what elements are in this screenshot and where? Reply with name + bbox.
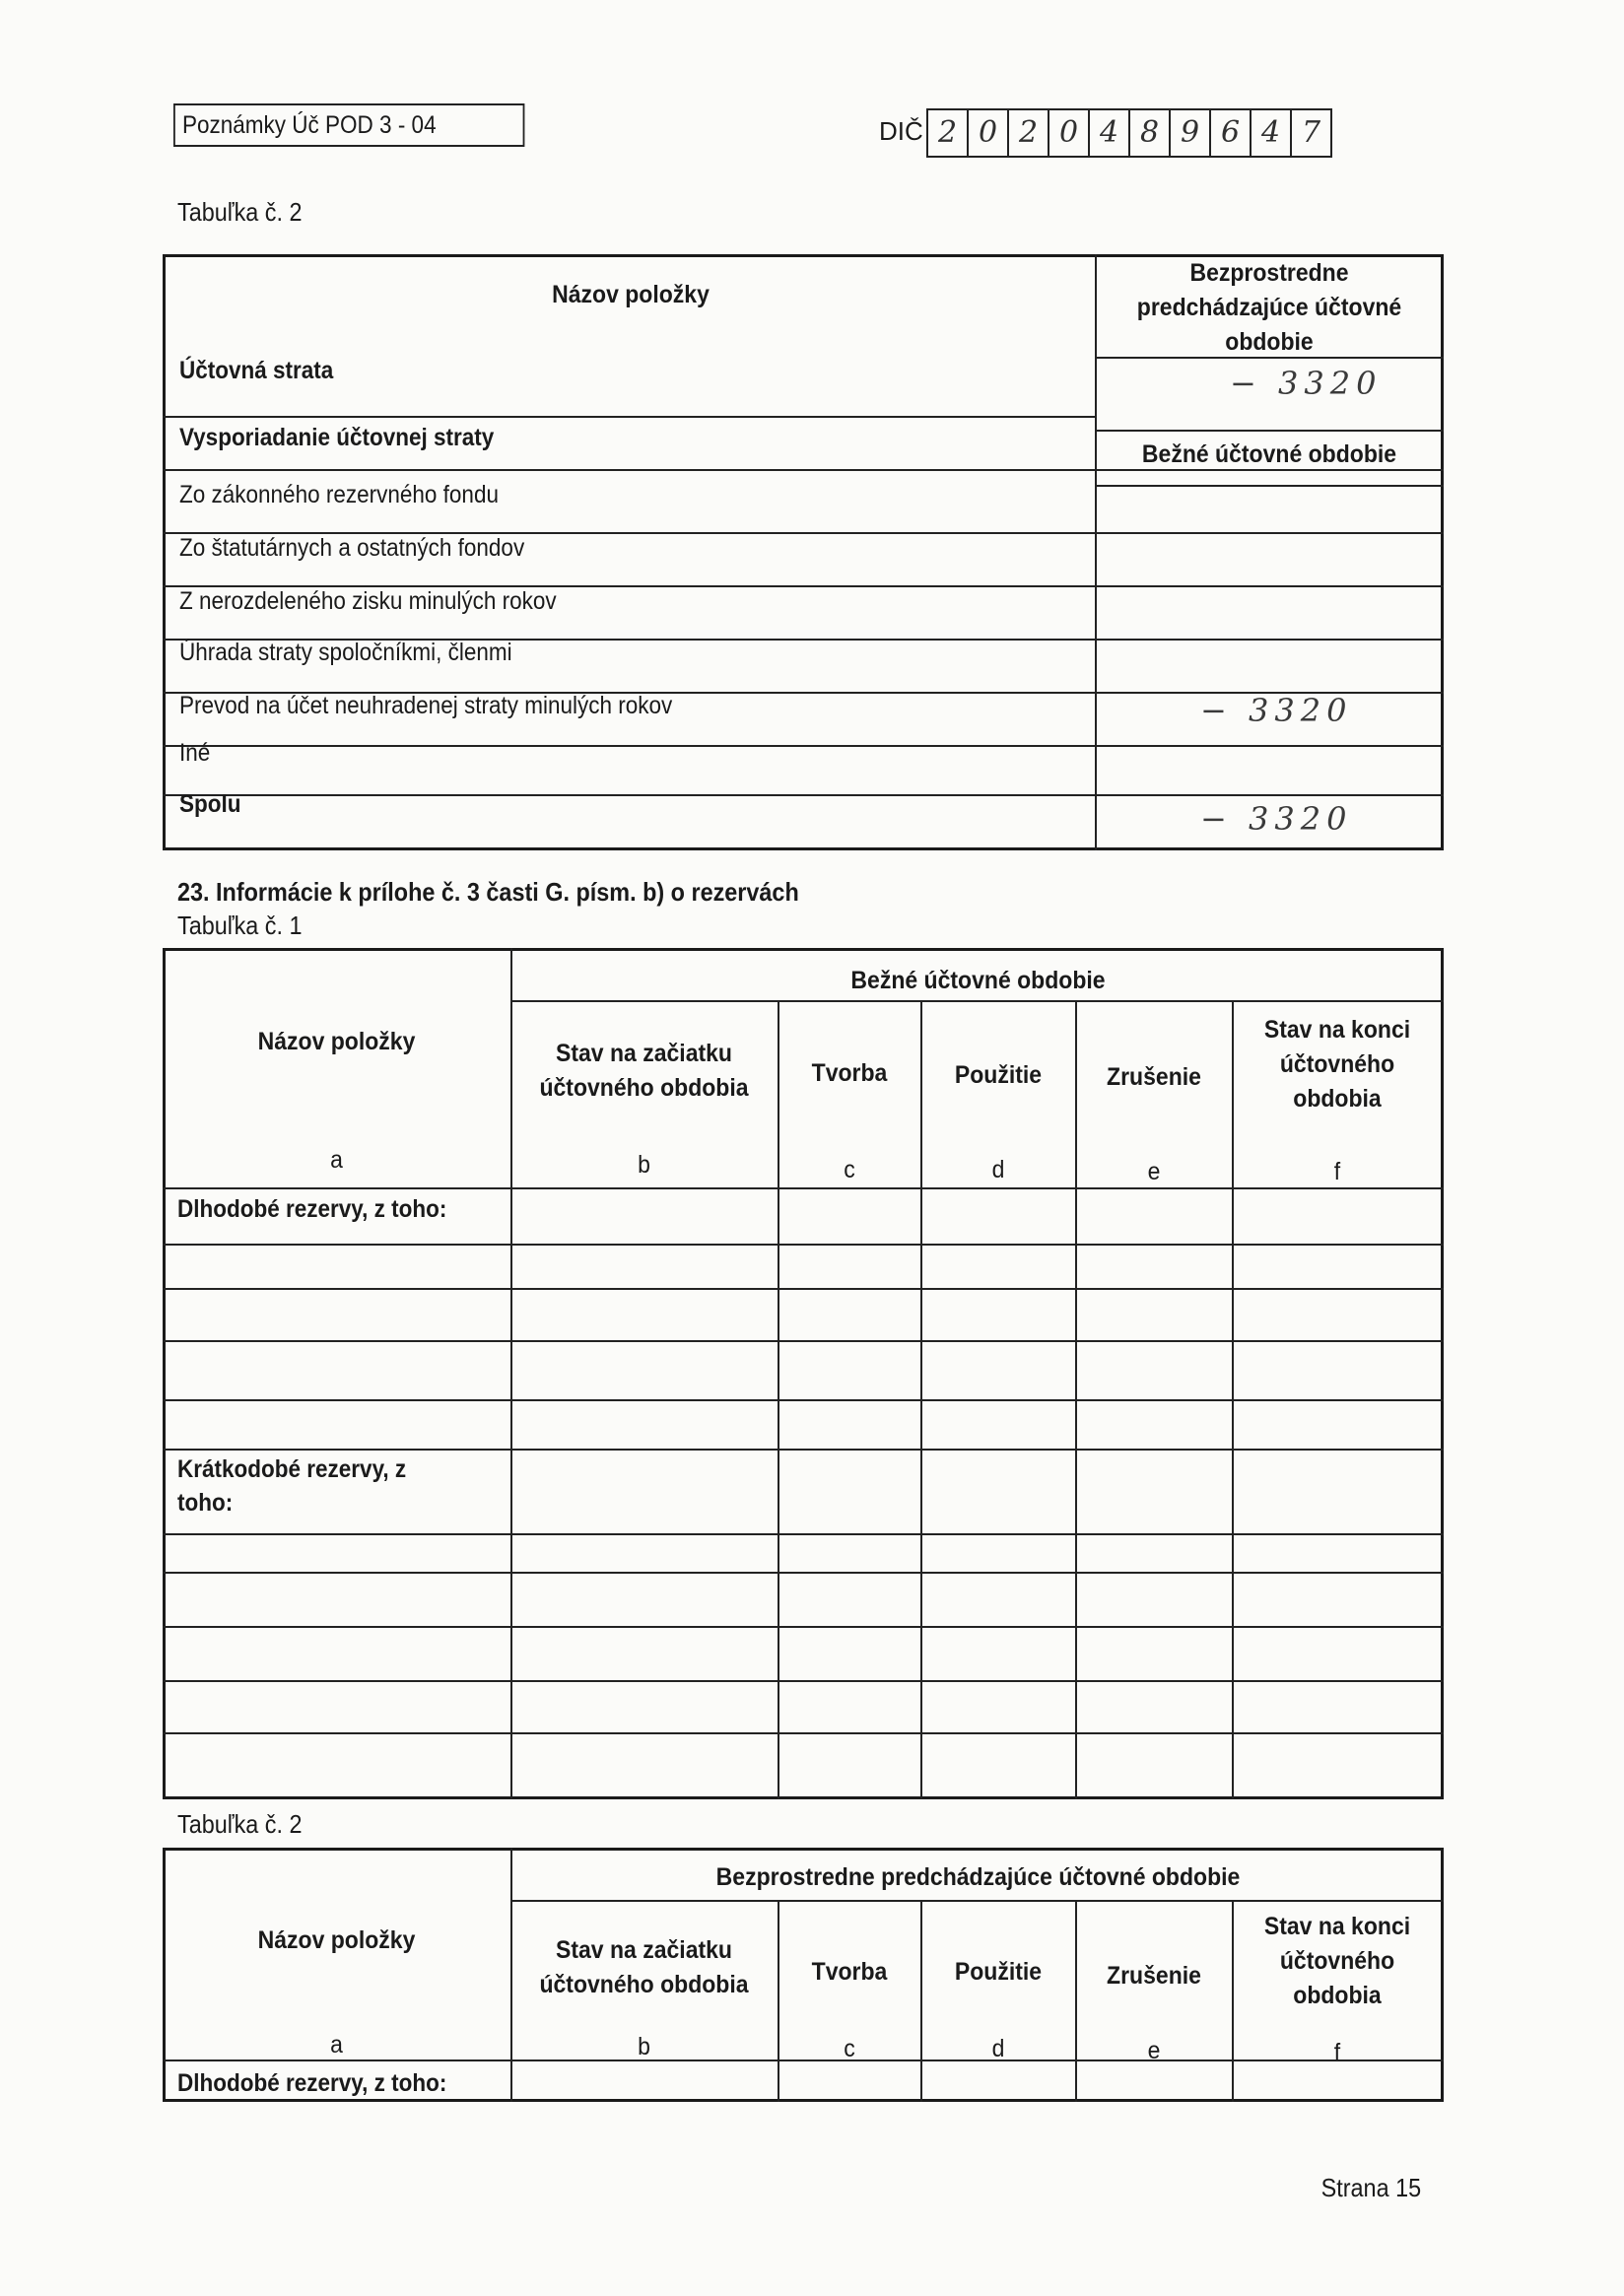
long-term-reserves-label: Dlhodobé rezervy, z toho:	[177, 1195, 447, 1223]
column-letter: d	[991, 2035, 1005, 2062]
long-term-reserves-label: Dlhodobé rezervy, z toho:	[177, 2069, 447, 2097]
dic-digit: 0	[969, 110, 1009, 156]
column-header-use: Použitie	[954, 1061, 1043, 1089]
dic-label: DIČ	[879, 116, 923, 146]
loss-value: − 3320	[1230, 365, 1383, 402]
period-header: Bežné účtovné obdobie	[850, 967, 1106, 994]
table-caption: Tabuľka č. 1	[177, 911, 303, 940]
dic-digit: 9	[1171, 110, 1211, 156]
column-header-name: Názov položky	[552, 281, 710, 308]
dic-digit: 4	[1090, 110, 1130, 156]
column-letter: b	[638, 2033, 650, 2060]
dic-digit: 0	[1049, 110, 1090, 156]
row-label: Zo štatutárnych a ostatných fondov	[179, 534, 525, 562]
dic-digit: 2	[1009, 110, 1049, 156]
column-letter: e	[1147, 2037, 1161, 2064]
column-header-current-period: Bežné účtovné obdobie	[1141, 440, 1397, 468]
column-header-prev-period: Bezprostredne predchádzajúce účtovné obdobie	[1136, 259, 1402, 356]
column-header-end: Stav na konci účtovného obdobia	[1263, 1913, 1411, 2009]
table-caption: Tabuľka č. 2	[177, 197, 303, 227]
row-label: Z nerozdeleného zisku minulých rokov	[179, 587, 557, 615]
column-header-end: Stav na konci účtovného obdobia	[1263, 1016, 1411, 1113]
column-letter: d	[991, 1156, 1005, 1183]
short-term-reserves-label: Krátkodobé rezervy, z toho:	[177, 1455, 407, 1517]
column-header-name: Názov položky	[257, 1028, 416, 1055]
total-label: Spolu	[179, 790, 241, 818]
column-header-cancel: Zrušenie	[1107, 1962, 1201, 1990]
total-value: − 3320	[1200, 800, 1353, 838]
dic-digit: 4	[1252, 110, 1292, 156]
dic-digit: 2	[928, 110, 969, 156]
column-letter: c	[844, 1156, 855, 1183]
column-letter: b	[638, 1151, 650, 1179]
column-letter: f	[1333, 1158, 1341, 1185]
dic-digit: 6	[1211, 110, 1252, 156]
column-header-start: Stav na začiatku účtovného obdobia	[539, 1936, 749, 1998]
row-value: − 3320	[1200, 692, 1353, 729]
section-heading: 23. Informácie k prílohe č. 3 časti G. písm. b) o rezervách	[177, 877, 799, 907]
period-header: Bezprostredne predchádzajúce účtovné obdobie	[715, 1863, 1241, 1891]
column-letter: e	[1147, 1158, 1161, 1185]
dic-field	[926, 108, 1332, 158]
column-header-use: Použitie	[954, 1958, 1043, 1986]
row-label: Iné	[179, 739, 211, 767]
form-code: Poznámky Úč POD 3 - 04	[182, 111, 437, 139]
form-code-box	[173, 103, 524, 147]
column-letter: f	[1333, 2039, 1341, 2066]
table-caption: Tabuľka č. 2	[177, 1809, 303, 1839]
column-header-name: Názov položky	[257, 1926, 416, 1954]
loss-label: Účtovná strata	[179, 357, 334, 384]
settlement-label: Vysporiadanie účtovnej straty	[179, 424, 495, 451]
column-letter: a	[330, 2031, 343, 2059]
column-header-creation: Tvorba	[811, 1059, 888, 1087]
column-letter: a	[330, 1146, 343, 1174]
column-header-creation: Tvorba	[811, 1958, 888, 1986]
column-header-start: Stav na začiatku účtovného obdobia	[539, 1040, 749, 1102]
dic-digit: 7	[1301, 115, 1321, 150]
column-header-cancel: Zrušenie	[1107, 1063, 1201, 1091]
column-letter: c	[844, 2035, 855, 2062]
row-label: Prevod na účet neuhradenej straty minulých rokov	[179, 692, 673, 719]
row-label: Úhrada straty spoločníkmi, členmi	[179, 639, 512, 666]
dic-digit: 8	[1130, 110, 1171, 156]
row-label: Zo zákonného rezervného fondu	[179, 481, 499, 508]
page-number: Strana 15	[1320, 2173, 1422, 2202]
